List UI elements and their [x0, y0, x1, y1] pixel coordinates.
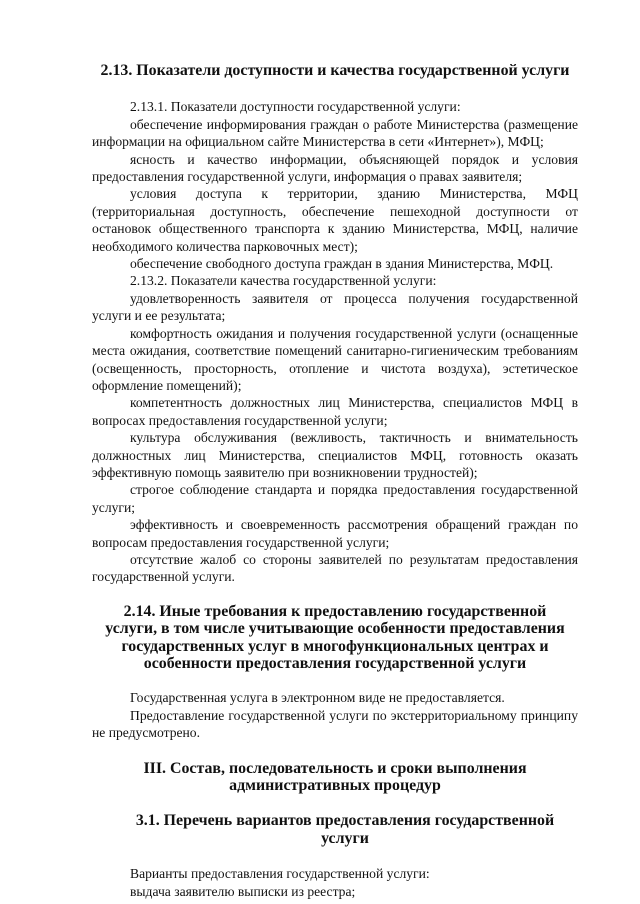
paragraph: выдача заявителю выписки из реестра;: [130, 883, 356, 899]
section-heading-3-1: 3.1. Перечень вариантов предоставления государственной услуги: [135, 812, 555, 847]
paragraph: Предоставление государственной услуги по экстерриториальному принципу не предусмотрено.: [92, 707, 578, 741]
paragraph: Варианты предоставления государственной услуги:: [130, 866, 430, 882]
paragraph: удовлетворенность заявителя от процесса получения государственной услуги и ее результата;: [92, 290, 578, 324]
paragraph: обеспечение информирования граждан о работе Министерства (размещение информации на официальном сайте Министерства в сети «Интернет»), МФЦ;: [92, 116, 578, 150]
section-heading-2-14: 2.14. Иные требования к предоставлению государственной услуги, в том числе учитывающие особенности предоставления государственных услуг в многофункциональных центрах и особенности предоставления государственной услуги: [105, 602, 565, 672]
paragraph: условия доступа к территории, зданию Министерства, МФЦ (территориальная доступность, обеспечение пешеходной доступности от остановок общественного транспорта к зданию Министерства, МФЦ, наличие необходимого количества парковочных мест);: [92, 186, 578, 254]
paragraph: культура обслуживания (вежливость, тактичность и внимательность должностных лиц Министерства, специалистов МФЦ, готовность оказать эффективную помощь заявителю при возникновении трудностей);: [92, 430, 578, 480]
paragraph: комфортность ожидания и получения государственной услуги (оснащенные места ожидания, соответствие помещений санитарно-гигиеническим требованиям (освещенность, просторность, отопление и чистота воздуха), эстетическое оформление помещений);: [92, 325, 578, 393]
section-heading-iii: III. Состав, последовательность и сроки выполнения административных процедур: [143, 759, 527, 795]
section-heading-2-13: 2.13. Показатели доступности и качества государственной услуги: [100, 62, 570, 79]
document-page: [92, 58, 578, 900]
paragraph: компетентность должностных лиц Министерства, специалистов МФЦ в вопросах предоставления государственной услуги;: [92, 395, 578, 428]
paragraph: Государственная услуга в электронном виде не предоставляется.: [130, 690, 505, 706]
paragraph: 2.13.2. Показатели качества государственной услуги:: [130, 273, 437, 289]
paragraph: обеспечение свободного доступа граждан в здания Министерства, МФЦ.: [130, 256, 554, 272]
paragraph: эффективность и своевременность рассмотрения обращений граждан по вопросам предоставления государственной услуги;: [92, 517, 578, 550]
paragraph: строгое соблюдение стандарта и порядка предоставления государственной услуги;: [92, 482, 578, 515]
paragraph: 2.13.1. Показатели доступности государственной услуги:: [130, 99, 461, 115]
paragraph: отсутствие жалоб со стороны заявителей по результатам предоставления государственной услуги.: [92, 551, 578, 585]
paragraph: ясность и качество информации, объясняющей порядок и условия предоставления государственной услуги, информация о правах заявителя;: [92, 151, 578, 185]
